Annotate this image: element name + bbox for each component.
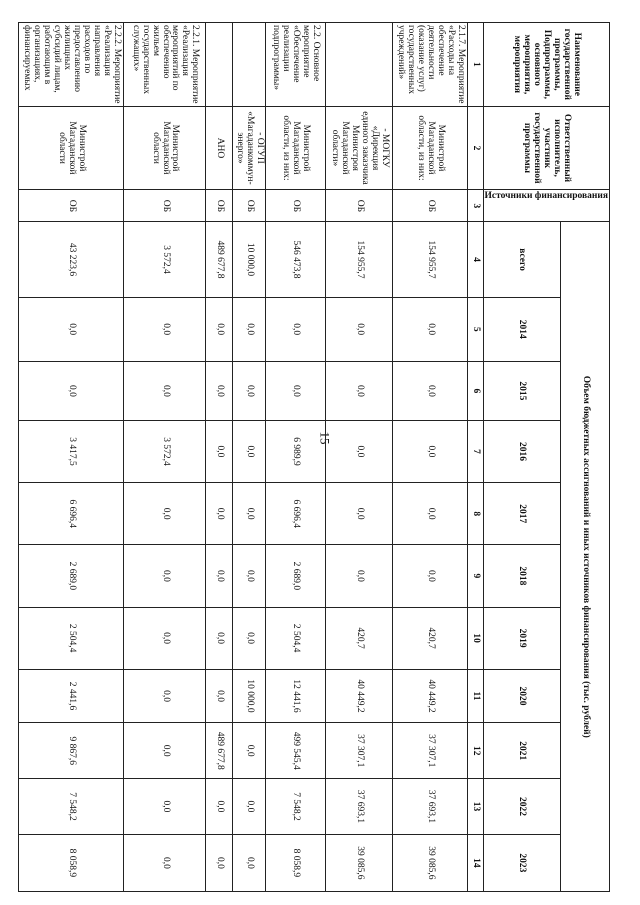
table-row	[205, 23, 232, 892]
row-value: 8 058,9	[19, 834, 124, 891]
row-value: 0,0	[205, 545, 232, 607]
row-value: 0,0	[266, 361, 325, 420]
col-number: 14	[467, 834, 483, 891]
row-executor: Министрой Магаданской области	[19, 106, 124, 190]
row-value: 7 548,2	[19, 779, 124, 835]
row-value: 0,0	[232, 834, 266, 891]
row-value: 499 545,4	[266, 723, 325, 779]
row-value: 3 417,5	[19, 420, 124, 482]
col-number: 11	[467, 669, 483, 723]
header-source: Источники финансирования	[483, 190, 609, 222]
row-value: 2 504,4	[266, 607, 325, 669]
row-value: 39 085,6	[393, 834, 467, 891]
row-value: 0,0	[124, 779, 206, 835]
row-name: 2.2.2. Мероприятие «Реализация направления расходов по предоставлению жилищных субсидий лицам, работающим в организациях, финансируемых	[19, 23, 124, 107]
row-source: ОБ	[325, 190, 393, 222]
row-value: 0,0	[205, 420, 232, 482]
row-value: 0,0	[393, 420, 467, 482]
row-value: 0,0	[266, 297, 325, 361]
row-executor: - ОГУП «Магаданкоммун-энерго»	[232, 106, 266, 190]
row-executor: АНО	[205, 106, 232, 190]
row-value: 0,0	[124, 607, 206, 669]
table-row	[19, 23, 124, 892]
header-name: Наименование государственной программы, Подпрограммы, основного мероприятия, мероприятия	[483, 23, 609, 107]
header-year: 2015	[483, 361, 560, 420]
row-value: 0,0	[232, 297, 266, 361]
row-value: 0,0	[325, 420, 393, 482]
row-value: 0,0	[124, 297, 206, 361]
row-value: 37 693,1	[393, 779, 467, 835]
row-value: 0,0	[232, 779, 266, 835]
row-value: 37 693,1	[325, 779, 393, 835]
table-row	[232, 23, 266, 892]
row-value: 154 955,7	[393, 222, 467, 297]
row-value: 0,0	[232, 545, 266, 607]
col-number: 12	[467, 723, 483, 779]
row-source: ОБ	[266, 190, 325, 222]
table-row	[266, 23, 325, 892]
row-value: 2 689,0	[19, 545, 124, 607]
header-year: 2019	[483, 607, 560, 669]
row-value: 6 989,9	[266, 420, 325, 482]
row-value: 3 572,4	[124, 420, 206, 482]
row-source: ОБ	[19, 190, 124, 222]
row-value: 0,0	[325, 545, 393, 607]
table-row	[124, 23, 206, 892]
row-source: ОБ	[124, 190, 206, 222]
row-value: 0,0	[325, 297, 393, 361]
header-year: 2016	[483, 420, 560, 482]
row-name	[205, 23, 232, 107]
row-name	[325, 23, 393, 107]
col-number: 13	[467, 779, 483, 835]
row-value: 2 689,0	[266, 545, 325, 607]
col-number: 2	[467, 106, 483, 190]
page-number: 15	[317, 431, 333, 445]
row-value: 9 867,6	[19, 723, 124, 779]
row-name: 2.2.1. Мероприятие «Реализация мероприятий по обеспечению жильем государственных служащих»	[124, 23, 206, 107]
col-number: 9	[467, 545, 483, 607]
row-value: 0,0	[19, 297, 124, 361]
row-value: 0,0	[325, 483, 393, 545]
header-year: 2023	[483, 834, 560, 891]
row-executor: Министрой Магаданской области	[124, 106, 206, 190]
row-executor: - МОГКУ «Дирекция единого заказчика Министроя Магаданской области»	[325, 106, 393, 190]
row-value: 3 572,4	[124, 222, 206, 297]
header-year: 2017	[483, 483, 560, 545]
row-value: 0,0	[232, 723, 266, 779]
header-funding-title: Объем бюджетных ассигнований и иных источников финансирования (тыс. рублей)	[560, 222, 609, 892]
row-value: 6 696,4	[266, 483, 325, 545]
row-value: 0,0	[393, 483, 467, 545]
row-value: 0,0	[205, 669, 232, 723]
header-year: 2020	[483, 669, 560, 723]
row-value: 0,0	[124, 483, 206, 545]
row-source: ОБ	[232, 190, 266, 222]
row-value: 0,0	[124, 723, 206, 779]
row-value: 0,0	[205, 361, 232, 420]
row-value: 7 548,2	[266, 779, 325, 835]
row-value: 39 085,6	[325, 834, 393, 891]
row-executor: Министрой Магаданской области, из них:	[266, 106, 325, 190]
table-row	[393, 23, 467, 892]
row-value: 0,0	[232, 607, 266, 669]
row-source: ОБ	[205, 190, 232, 222]
header-year: 2022	[483, 779, 560, 835]
col-number: 1	[467, 23, 483, 107]
row-value: 0,0	[232, 361, 266, 420]
column-number-row	[467, 23, 483, 892]
row-value: 420,7	[325, 607, 393, 669]
col-number: 3	[467, 190, 483, 222]
row-value: 0,0	[124, 361, 206, 420]
budget-table-sheet	[22, 22, 610, 892]
col-number: 5	[467, 297, 483, 361]
row-value: 0,0	[205, 779, 232, 835]
row-value: 10 000,0	[232, 669, 266, 723]
row-executor: Министрой Магаданской области, из них:	[393, 106, 467, 190]
row-value: 0,0	[232, 483, 266, 545]
col-number: 6	[467, 361, 483, 420]
row-value: 0,0	[205, 834, 232, 891]
row-value: 2 504,4	[19, 607, 124, 669]
header-executor: Ответственный исполнитель, участник государственной программы	[483, 106, 609, 190]
row-source: ОБ	[393, 190, 467, 222]
row-name	[232, 23, 266, 107]
header-year: 2014	[483, 297, 560, 361]
row-value: 0,0	[393, 361, 467, 420]
col-number: 10	[467, 607, 483, 669]
row-value: 0,0	[205, 607, 232, 669]
row-value: 489 677,8	[205, 723, 232, 779]
row-value: 0,0	[19, 361, 124, 420]
row-value: 6 696,4	[19, 483, 124, 545]
row-value: 489 677,8	[205, 222, 232, 297]
row-value: 0,0	[205, 483, 232, 545]
row-value: 2 441,6	[19, 669, 124, 723]
row-name: 2.1.7. Мероприятие «Расходы на обеспечение деятельности (оказание услуг) государственных учреждений»	[393, 23, 467, 107]
col-number: 7	[467, 420, 483, 482]
row-value: 154 955,7	[325, 222, 393, 297]
row-value: 37 307,1	[325, 723, 393, 779]
row-name: 2.2. Основное мероприятие «Обеспечение реализации подпрограммы»	[266, 23, 325, 107]
row-value: 12 441,6	[266, 669, 325, 723]
table-row	[325, 23, 393, 892]
row-value: 40 449,2	[325, 669, 393, 723]
row-value: 37 307,1	[393, 723, 467, 779]
row-value: 10 000,0	[232, 222, 266, 297]
col-number: 8	[467, 483, 483, 545]
row-value: 546 473,8	[266, 222, 325, 297]
row-value: 0,0	[232, 420, 266, 482]
row-value: 40 449,2	[393, 669, 467, 723]
row-value: 0,0	[325, 361, 393, 420]
row-value: 0,0	[393, 545, 467, 607]
row-value: 0,0	[393, 297, 467, 361]
row-value: 0,0	[124, 834, 206, 891]
header-total: всего	[483, 222, 560, 297]
header-year: 2021	[483, 723, 560, 779]
header-year: 2018	[483, 545, 560, 607]
row-value: 8 058,9	[266, 834, 325, 891]
row-value: 0,0	[124, 669, 206, 723]
row-value: 43 223,6	[19, 222, 124, 297]
col-number: 4	[467, 222, 483, 297]
row-value: 0,0	[205, 297, 232, 361]
row-value: 420,7	[393, 607, 467, 669]
row-value: 0,0	[124, 545, 206, 607]
budget-table	[18, 22, 610, 892]
